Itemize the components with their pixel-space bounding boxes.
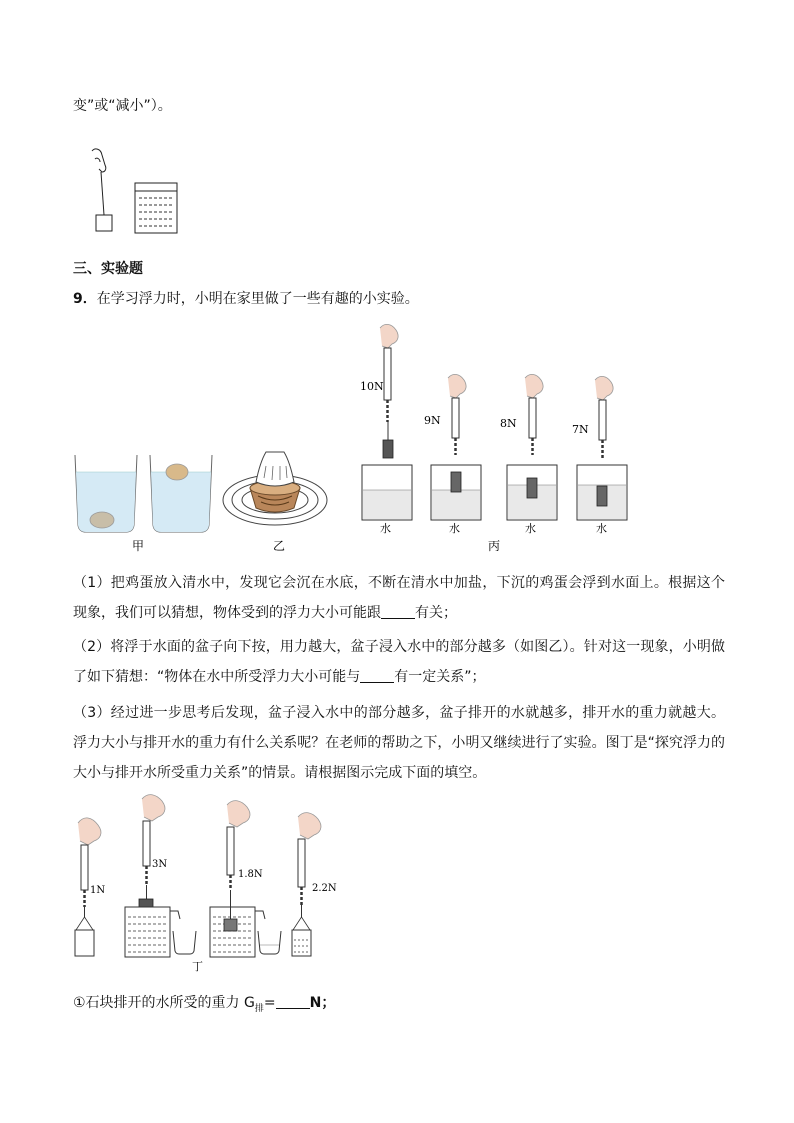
label-yi: 乙 bbox=[273, 539, 286, 553]
reading-2-2n: 2.2N bbox=[312, 883, 337, 894]
label-bing: 丙 bbox=[488, 539, 501, 553]
sub-1-unit: N； bbox=[309, 995, 336, 1011]
part-3 bbox=[73, 698, 725, 788]
figure-1 bbox=[70, 320, 650, 555]
beaker-water-4: 水 bbox=[596, 522, 607, 535]
part-1-text-b: 有关； bbox=[415, 605, 457, 621]
setup-bing-4 bbox=[572, 376, 627, 535]
beaker-water-3: 水 bbox=[525, 522, 536, 535]
reading-1n: 1N bbox=[90, 885, 106, 896]
continued-text: 变”或“减小”）。 bbox=[73, 98, 172, 114]
glass-jia-2 bbox=[150, 455, 212, 532]
figure-2 bbox=[70, 795, 370, 975]
sub-1-equals: = bbox=[263, 995, 276, 1011]
part-2 bbox=[73, 632, 725, 692]
step-ding-4 bbox=[292, 813, 337, 956]
sub-1-prefix: ①石块排开的水所受的重力 G bbox=[73, 995, 255, 1011]
step-ding-1 bbox=[75, 818, 105, 956]
question-number: 9． bbox=[73, 291, 97, 307]
sub-1-subscript: 排 bbox=[254, 1003, 264, 1014]
part-1-text-a: （1）把鸡蛋放入清水中，发现它会沉在水底，不断在清水中加盐，下沉的鸡蛋会浮到水面上。根据这个现象，我们可以猜想，物体受到的浮力大小可能跟 bbox=[73, 575, 725, 621]
part-2-text-a: （2）将浮于水面的盆子向下按，用力越大，盆子浸入水中的部分越多（如图乙）。针对这一现象，小明做了如下猜想：“物体在水中所受浮力大小可能与 bbox=[73, 639, 725, 685]
answer-blank-3[interactable] bbox=[276, 1007, 310, 1009]
reading-8n: 8N bbox=[500, 417, 517, 430]
setup-bing-2 bbox=[424, 374, 481, 535]
setup-bing-3 bbox=[500, 374, 557, 535]
sub-question-1 bbox=[73, 992, 335, 1014]
reading-1-8n: 1.8N bbox=[238, 869, 263, 880]
glass-jia-1 bbox=[75, 455, 137, 532]
label-ding: 丁 bbox=[192, 960, 203, 973]
label-jia: 甲 bbox=[132, 539, 145, 553]
question-text: 在学习浮力时，小明在家里做了一些有趣的小实验。 bbox=[96, 291, 419, 307]
part-1 bbox=[73, 568, 725, 628]
step-ding-3 bbox=[210, 801, 281, 957]
beaker-water-1: 水 bbox=[380, 522, 391, 535]
question-9 bbox=[73, 288, 419, 308]
answer-blank-1[interactable] bbox=[381, 617, 415, 619]
part-2-text-b: 有一定关系”； bbox=[394, 669, 486, 685]
reading-7n: 7N bbox=[572, 423, 589, 436]
part-3-text: （3）经过进一步思考后发现，盆子浸入水中的部分越多，盆子排开的水就越多，排开水的重力就越大。浮力大小与排开水的重力有什么关系呢？在老师的帮助之下，小明又继续进行了实验。图丁是“探究浮力的大小与排开水所受重力关系”的情景。请根据图示完成下面的填空。 bbox=[73, 705, 725, 781]
section-title: 三、实验题 bbox=[73, 261, 143, 277]
small-figure-hand-block-beaker bbox=[85, 145, 185, 240]
reading-3n: 3N bbox=[152, 859, 168, 870]
reading-9n: 9N bbox=[424, 414, 441, 427]
basin-yi bbox=[223, 452, 327, 525]
beaker-water-2: 水 bbox=[449, 522, 460, 535]
reading-10n: 10N bbox=[360, 380, 384, 393]
setup-bing-1 bbox=[360, 324, 412, 535]
step-ding-2 bbox=[125, 795, 196, 957]
answer-blank-2[interactable] bbox=[360, 681, 394, 683]
